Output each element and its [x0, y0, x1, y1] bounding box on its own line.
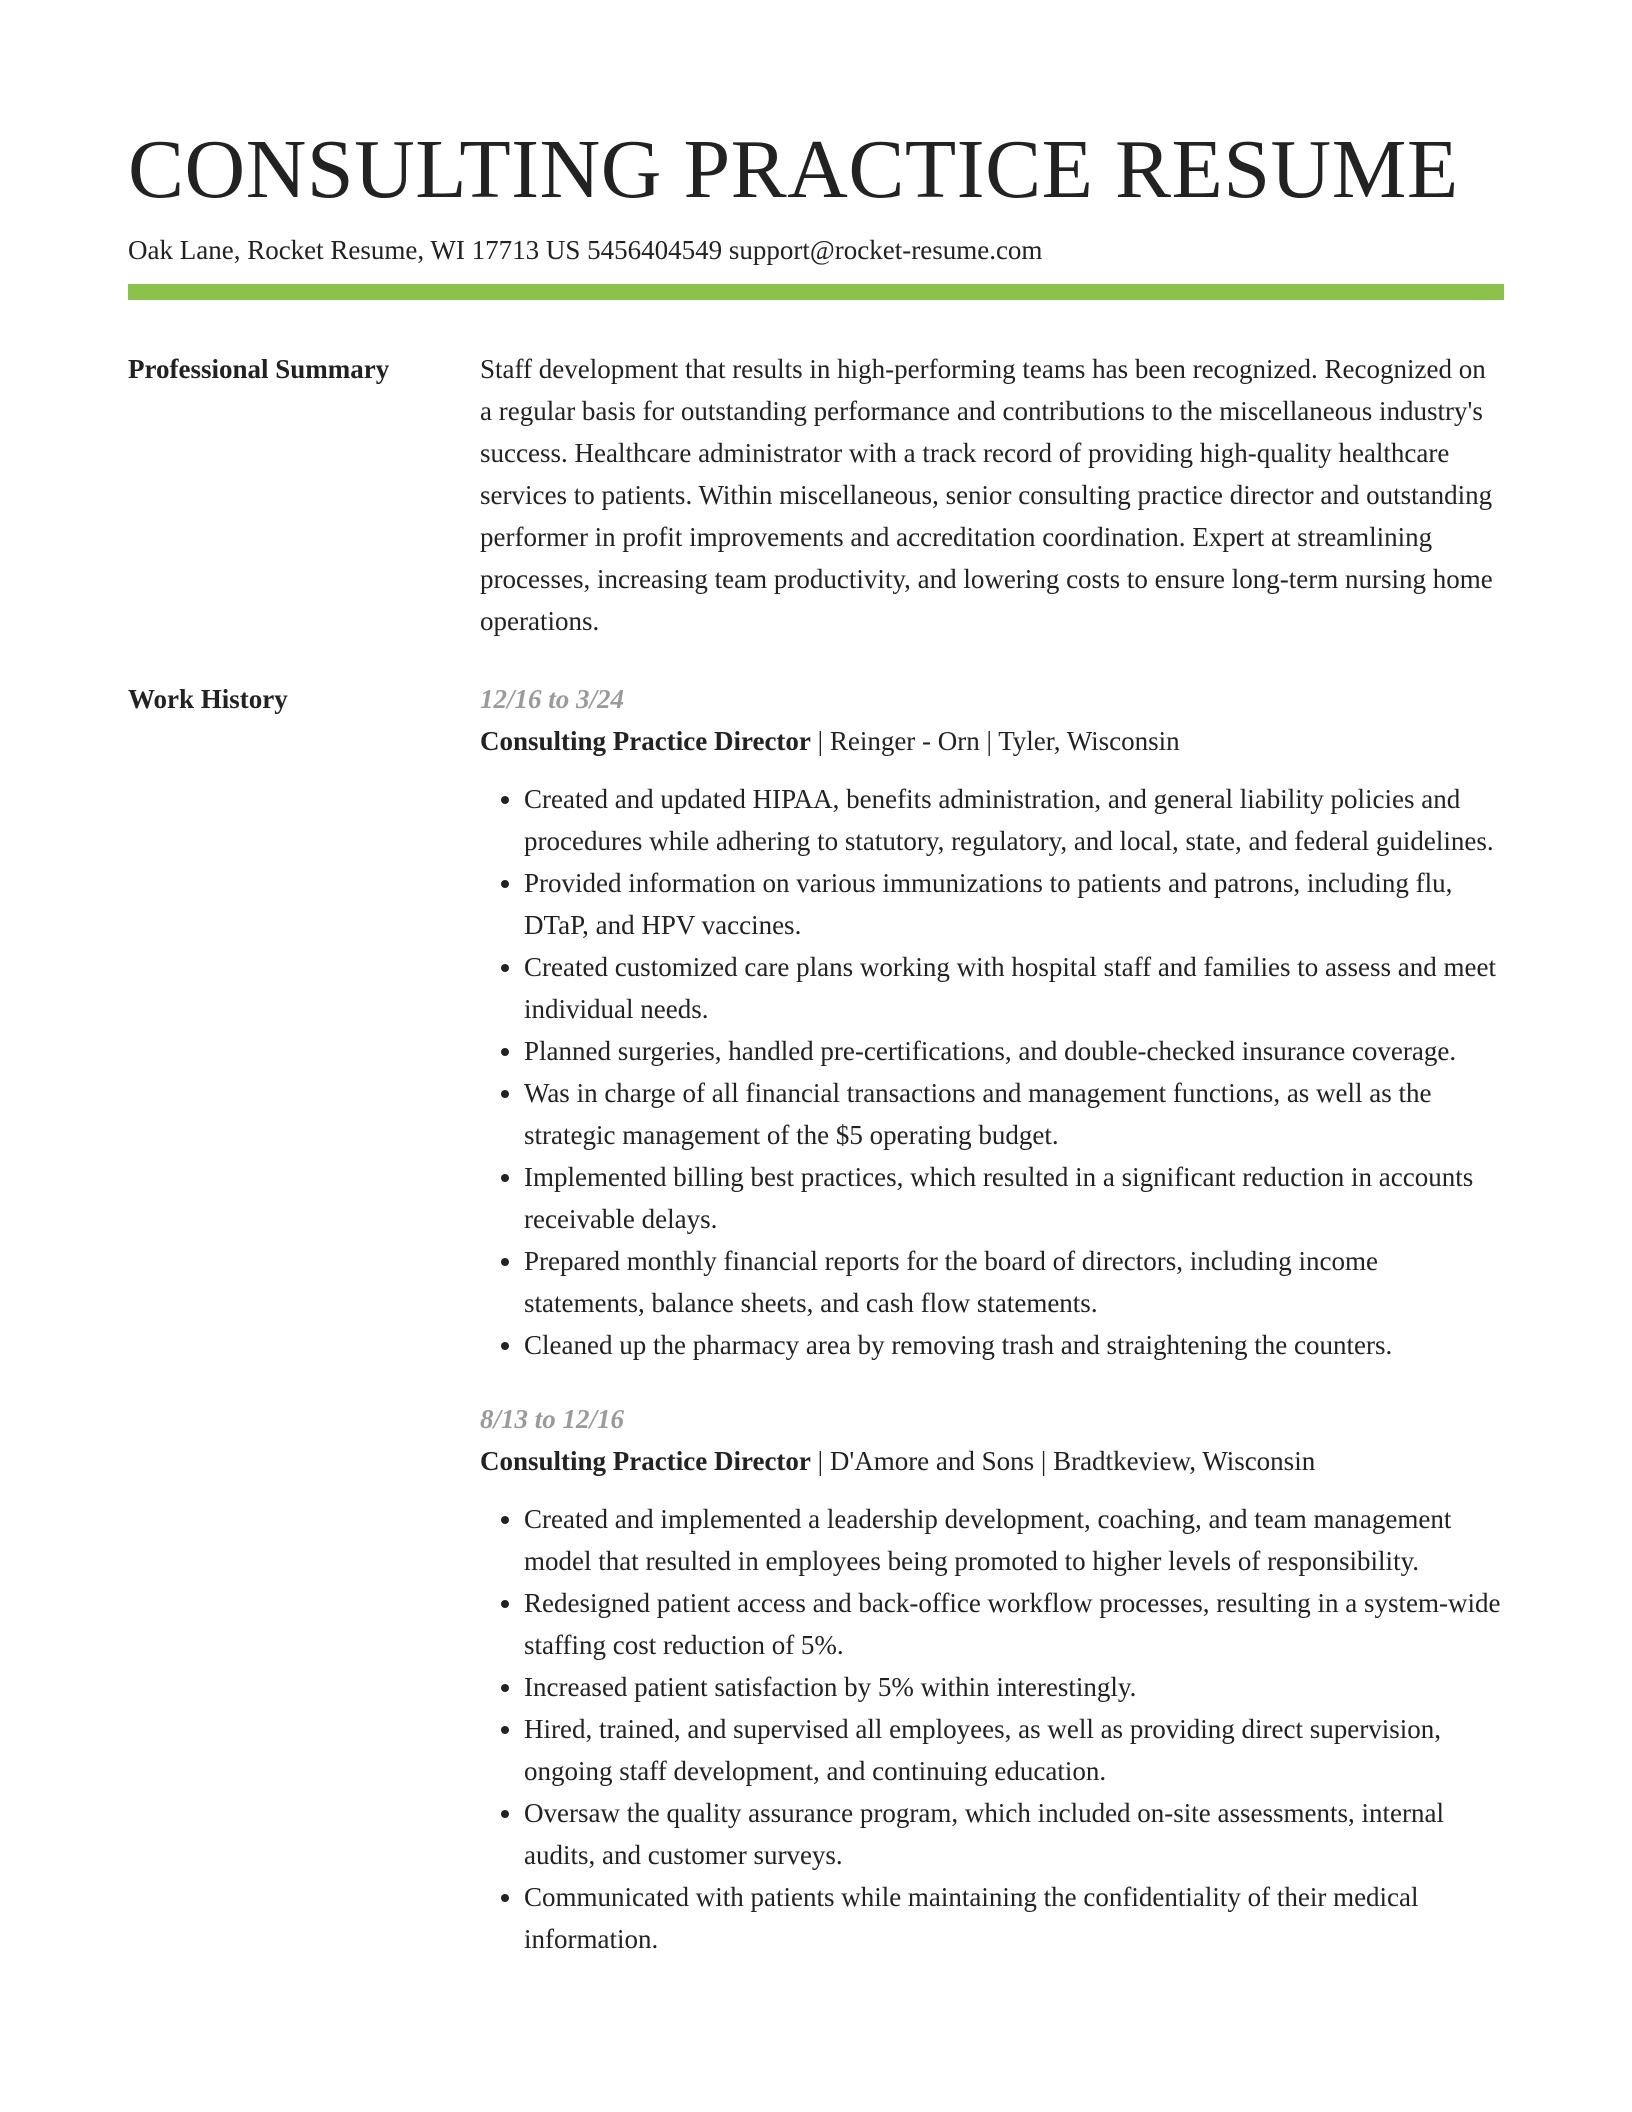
job-bullet: • Was in charge of all financial transactions and management functions, as well as the strategic management of the $5 operating budget.: [524, 1072, 1504, 1156]
job-bullet: • Oversaw the quality assurance program, which included on-site assessments, internal audits, and customer surveys.: [524, 1792, 1504, 1876]
job-bullet: • Increased patient satisfaction by 5% within interestingly.: [524, 1666, 1504, 1708]
contact-line: Oak Lane, Rocket Resume, WI 17713 US 5456404549 support@rocket-resume.com: [128, 235, 1043, 265]
professional-summary-section: [128, 348, 1504, 642]
job-heading: [480, 1440, 1504, 1482]
header-accent-rule: [128, 284, 1504, 300]
job-title: Consulting Practice Director: [480, 726, 811, 756]
job-bullet: • Communicated with patients while maintaining the confidentiality of their medical information.: [524, 1876, 1504, 1960]
section-label-summary: Professional Summary: [128, 354, 390, 384]
job-bullet: • Implemented billing best practices, which resulted in a significant reduction in accounts receivable delays.: [524, 1156, 1504, 1240]
summary-text: Staff development that results in high-performing teams has been recognized. Recognized on a regular basis for outstanding performance and contributions to the miscellaneous industry's success. Healthcare administrator with a track record of providing high-quality healthcare services to patients. Within miscellaneous, senior consulting practice director and outstanding performer in profit improvements and accreditation coordination. Expert at streamlining processes, increasing team productivity, and lowering costs to ensure long-term nursing home operations.: [480, 354, 1493, 636]
job-bullet-list: [480, 1498, 1504, 1960]
job-dates: 8/13 to 12/16: [480, 1404, 625, 1434]
work-history-section: [128, 678, 1504, 1960]
job-entry: [480, 1398, 1504, 1960]
job-bullet: • Prepared monthly financial reports for the board of directors, including income statements, balance sheets, and cash flow statements.: [524, 1240, 1504, 1324]
job-bullet-list: [480, 778, 1504, 1366]
resume-title: CONSULTING PRACTICE RESUME: [128, 123, 1459, 216]
job-bullet: • Redesigned patient access and back-office workflow processes, resulting in a system-wide staffing cost reduction of 5%.: [524, 1582, 1504, 1666]
job-bullet: • Planned surgeries, handled pre-certifications, and double-checked insurance coverage.: [524, 1030, 1504, 1072]
section-label-work-history: Work History: [128, 684, 288, 714]
resume-page: [128, 120, 1504, 1960]
job-heading: [480, 720, 1504, 762]
work-history-body: [480, 678, 1504, 1960]
job-bullet: • Created customized care plans working with hospital staff and families to assess and meet individual needs.: [524, 946, 1504, 1030]
job-dates: 12/16 to 3/24: [480, 684, 625, 714]
job-bullet: • Created and implemented a leadership development, coaching, and team management model that resulted in employees being promoted to higher levels of responsibility.: [524, 1498, 1504, 1582]
job-bullet: • Cleaned up the pharmacy area by removing trash and straightening the counters.: [524, 1324, 1504, 1366]
job-company-location: | Reinger - Orn | Tyler, Wisconsin: [810, 726, 1180, 756]
job-company-location: | D'Amore and Sons | Bradtkeview, Wisconsin: [810, 1446, 1316, 1476]
job-bullet: • Hired, trained, and supervised all employees, as well as providing direct supervision, ongoing staff development, and continuing education.: [524, 1708, 1504, 1792]
job-bullet: • Provided information on various immunizations to patients and patrons, including flu, DTaP, and HPV vaccines.: [524, 862, 1504, 946]
job-title: Consulting Practice Director: [480, 1446, 811, 1476]
job-bullet: • Created and updated HIPAA, benefits administration, and general liability policies and procedures while adhering to statutory, regulatory, and local, state, and federal guidelines.: [524, 778, 1504, 862]
job-entry: [480, 678, 1504, 1366]
